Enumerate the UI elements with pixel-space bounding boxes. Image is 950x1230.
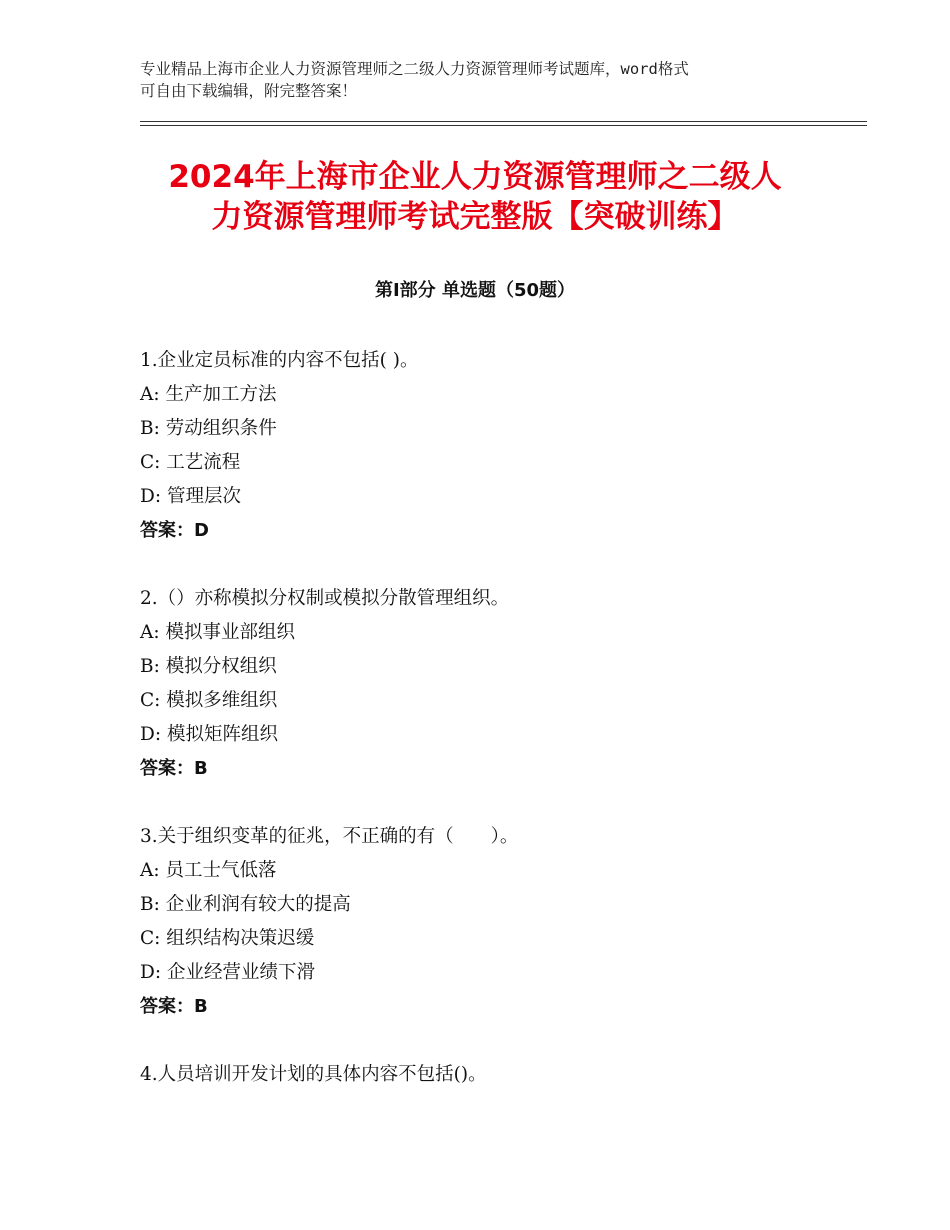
answer: 答案：D — [140, 520, 209, 541]
document-title-line-1: 2024年上海市企业人力资源管理师之二级人 — [168, 159, 782, 195]
header-divider-bottom — [140, 125, 867, 126]
document-title — [90, 157, 860, 237]
option-b: B: 模拟分权组织 — [140, 656, 277, 677]
question-2 — [140, 582, 860, 786]
question-stem: 2.（）亦称模拟分权制或模拟分散管理组织。 — [140, 588, 510, 609]
document-title-line-2: 力资源管理师考试完整版【突破训练】 — [211, 199, 739, 235]
option-d: D: 企业经营业绩下滑 — [140, 962, 315, 983]
question-3 — [140, 820, 860, 1024]
question-1 — [140, 344, 860, 548]
question-4 — [140, 1058, 860, 1092]
section-title: 第Ⅰ部分 单选题（50题） — [374, 280, 575, 301]
option-d: D: 模拟矩阵组织 — [140, 724, 278, 745]
answer: 答案：B — [140, 758, 208, 779]
header-note-line-1: 专业精品上海市企业人力资源管理师之二级人力资源管理师考试题库，word格式 — [140, 60, 689, 78]
option-b: B: 企业利润有较大的提高 — [140, 894, 351, 915]
option-a: A: 生产加工方法 — [140, 384, 277, 405]
question-stem: 4.人员培训开发计划的具体内容不包括()。 — [140, 1064, 487, 1085]
option-c: C: 组织结构决策迟缓 — [140, 928, 315, 949]
answer: 答案：B — [140, 996, 208, 1017]
option-b: B: 劳动组织条件 — [140, 418, 277, 439]
header-note-line-2: 可自由下载编辑，附完整答案！ — [140, 82, 358, 100]
question-stem: 3.关于组织变革的征兆，不正确的有（ ）。 — [140, 826, 519, 847]
option-c: C: 模拟多维组织 — [140, 690, 278, 711]
option-c: C: 工艺流程 — [140, 452, 241, 473]
option-a: A: 模拟事业部组织 — [140, 622, 295, 643]
question-stem: 1.企业定员标准的内容不包括( )。 — [140, 350, 419, 371]
question-list — [140, 344, 860, 1126]
header-divider-top — [140, 121, 867, 122]
option-d: D: 管理层次 — [140, 486, 241, 507]
option-a: A: 员工士气低落 — [140, 860, 277, 881]
header-note — [140, 58, 840, 102]
